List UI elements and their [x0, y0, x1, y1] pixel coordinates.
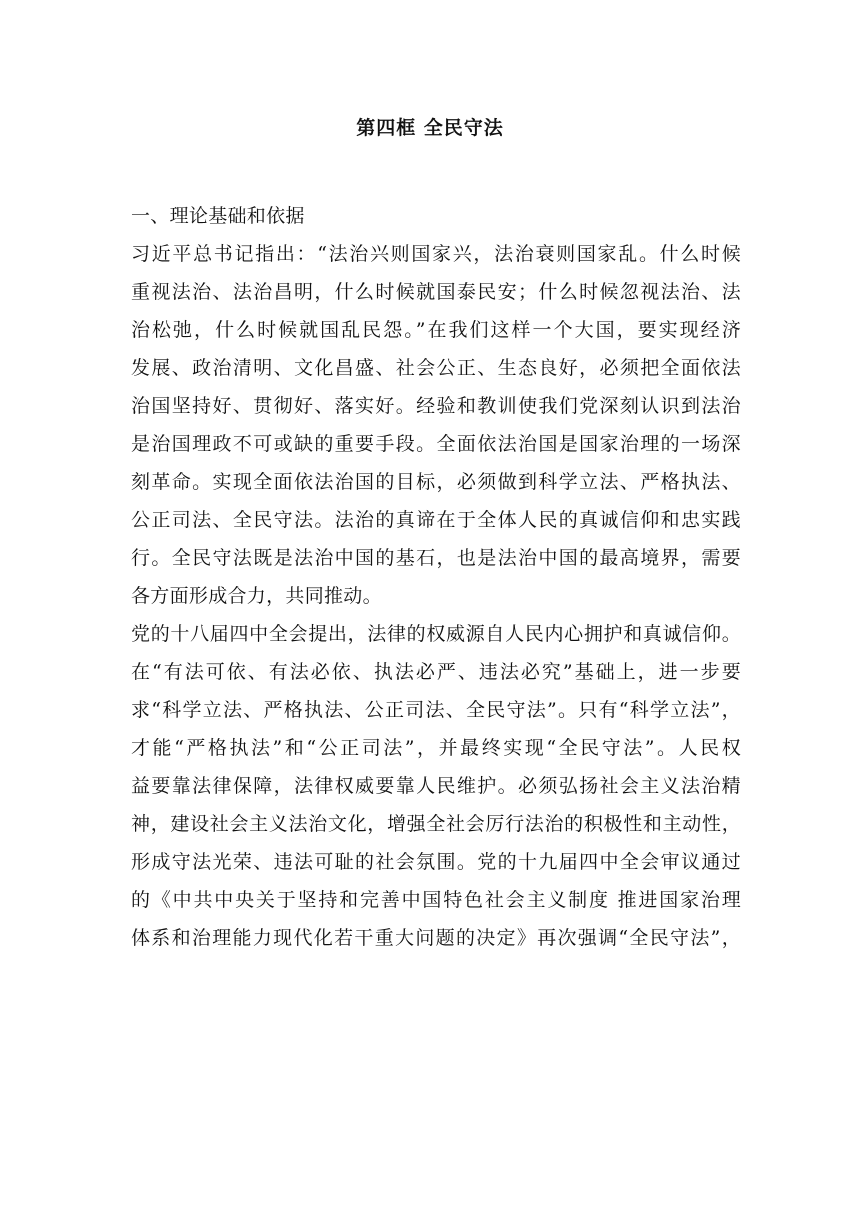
text-line: 才能“严格执法”和“公正司法”，并最终实现“全民守法”。人民权 [131, 737, 741, 759]
text-line: 刻革命。实现全面依法治国的目标，必须做到科学立法、严格执法、 [131, 471, 741, 493]
text-line: 党的十八届四中全会提出，法律的权威源自人民内心拥护和真诚信仰。 [131, 623, 741, 645]
page-title: 第四框 全民守法 [356, 117, 504, 139]
text-line: 行。全民守法既是法治中国的基石，也是法治中国的最高境界，需要 [131, 547, 741, 569]
text-line: 各方面形成合力，共同推动。 [131, 585, 382, 607]
text-line: 神，建设社会主义法治文化，增强全社会厉行法治的积极性和主动性， [131, 813, 741, 835]
text-line: 在“有法可依、有法必依、执法必严、违法必究”基础上，进一步要 [131, 661, 741, 683]
text-line: 的《中共中央关于坚持和完善中国特色社会主义制度 推进国家治理 [131, 889, 741, 911]
text-line: 体系和治理能力现代化若干重大问题的决定》再次强调“全民守法”， [131, 927, 741, 949]
body-text [131, 197, 741, 957]
text-line: 治国坚持好、贯彻好、落实好。经验和教训使我们党深刻认识到法治 [131, 395, 741, 417]
text-line: 益要靠法律保障，法律权威要靠人民维护。必须弘扬社会主义法治精 [131, 775, 741, 797]
text-line: 公正司法、全民守法。法治的真谛在于全体人民的真诚信仰和忠实践 [131, 509, 741, 531]
text-line: 形成守法光荣、违法可耻的社会氛围。党的十九届四中全会审议通过 [131, 851, 741, 873]
text-line: 求“科学立法、严格执法、公正司法、全民守法”。只有“科学立法”， [131, 699, 741, 721]
text-line: 重视法治、法治昌明，什么时候就国泰民安；什么时候忽视法治、法 [131, 281, 741, 303]
section-heading: 一、理论基础和依据 [131, 205, 305, 227]
text-line: 是治国理政不可或缺的重要手段。全面依法治国是国家治理的一场深 [131, 433, 741, 455]
text-line: 习近平总书记指出：“法治兴则国家兴，法治衰则国家乱。什么时候 [131, 243, 741, 265]
text-line: 发展、政治清明、文化昌盛、社会公正、生态良好，必须把全面依法 [131, 357, 741, 379]
text-line: 治松弛，什么时候就国乱民怨。”在我们这样一个大国，要实现经济 [131, 319, 741, 341]
